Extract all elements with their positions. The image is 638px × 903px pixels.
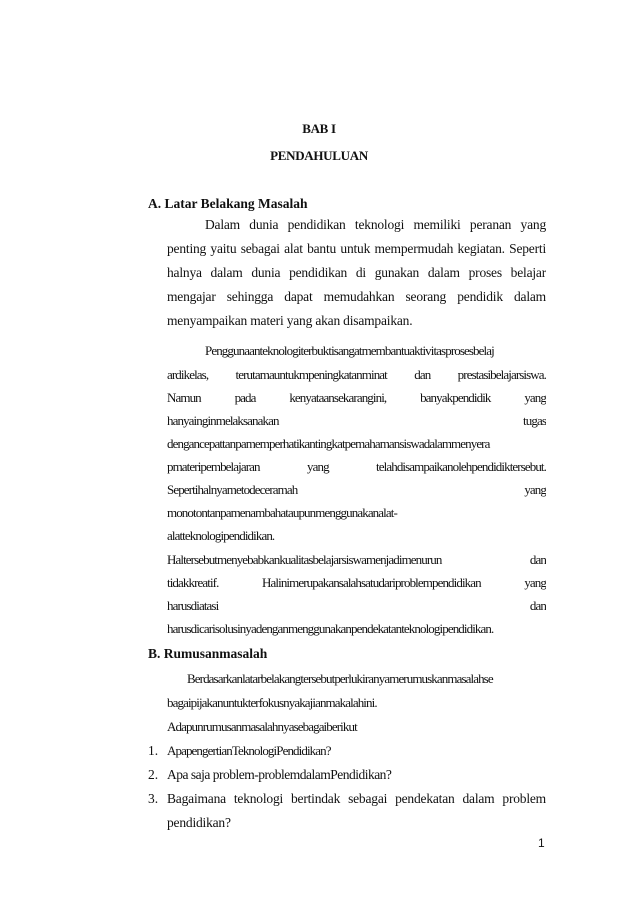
- chapter-label: BAB I: [302, 121, 336, 136]
- section-b-heading: B. Rumusanmasalah: [148, 646, 268, 661]
- chapter-title: PENDAHULUAN: [270, 148, 368, 163]
- para2-line-11: tidakkreatif. Halinimerupakansalahsatudariproblempendidikan yang: [167, 575, 546, 590]
- section-a-heading: A. Latar Belakang Masalah: [148, 196, 308, 211]
- para1-line-3: halnya dalam dunia pendidikan di gunakan dalam proses belajar: [167, 265, 546, 280]
- list-item-3-line-1: Bagaimana teknologi bertindak sebagai pendekatan dalam problem: [167, 791, 546, 806]
- para1-line-2: penting yaitu sebagai alat bantu untuk mempermudah kegiatan. Seperti: [167, 241, 546, 256]
- para1-line-5: menyampaikan materi yang akan disampaikan.: [167, 313, 413, 328]
- section-b-line-3: Adapunrumusanmasalahnyasebagaiberikut: [167, 719, 357, 734]
- para2-line-5: dengancepattanpamemperhatikantingkatpemahamansiswadalammenyera: [167, 436, 490, 451]
- para2-line-9: alatteknologipendidikan.: [167, 528, 275, 543]
- section-b-line-1: Berdasarkanlatarbelakangtersebutperlukiranyamerumuskanmasalahse: [187, 671, 493, 686]
- para2-line-4: hanyainginmelaksanakan tugas: [167, 413, 546, 428]
- list-number-3: 3.: [148, 791, 159, 806]
- para2-line-8: monotontanpamenambahataupunmenggunakanalat-: [167, 505, 397, 520]
- para1-line-1: Dalam dunia pendidikan teknologi memiliki peranan yang: [205, 217, 546, 232]
- list-item-3-line-2: pendidikan?: [167, 815, 231, 830]
- para2-line-12: harusdiatasi dan: [167, 598, 546, 613]
- list-number-1: 1.: [148, 743, 159, 758]
- list-number-2: 2.: [148, 767, 159, 782]
- para2-line-1: Penggunaanteknologiterbuktisangatmembantuaktivitasprosesbelaj: [205, 343, 494, 358]
- para2-line-13: harusdicarisolusinyadenganmenggunakanpendekatanteknologipendidikan.: [167, 621, 494, 636]
- section-b-line-2: bagaipijakanuntukterfokusnyakajianmakalahini.: [167, 695, 377, 710]
- para2-line-3: Namun pada kenyataansekarangini, banyakpendidik yang: [167, 390, 546, 405]
- list-item-1: ApapengertianTeknologiPendidikan?: [167, 743, 331, 758]
- para2-line-2: ardikelas, terutamauntukmpeningkatanminat dan prestasibelajarsiswa.: [167, 367, 546, 382]
- para1-line-4: mengajar sehingga dapat memudahkan seorang pendidik dalam: [167, 289, 546, 304]
- page-number: 1: [538, 836, 545, 850]
- para2-line-6: pmateripembelajaran yang telahdisampaikanolehpendidiktersebut.: [167, 459, 546, 474]
- list-item-2: Apa saja problem-problemdalamPendidikan?: [167, 767, 392, 782]
- para2-line-10: Haltersebutmenyebabkankualitasbelajarsiswamenjadimenurun dan: [167, 552, 546, 567]
- para2-line-7: Sepertihalnyametodeceramah yang: [167, 482, 546, 497]
